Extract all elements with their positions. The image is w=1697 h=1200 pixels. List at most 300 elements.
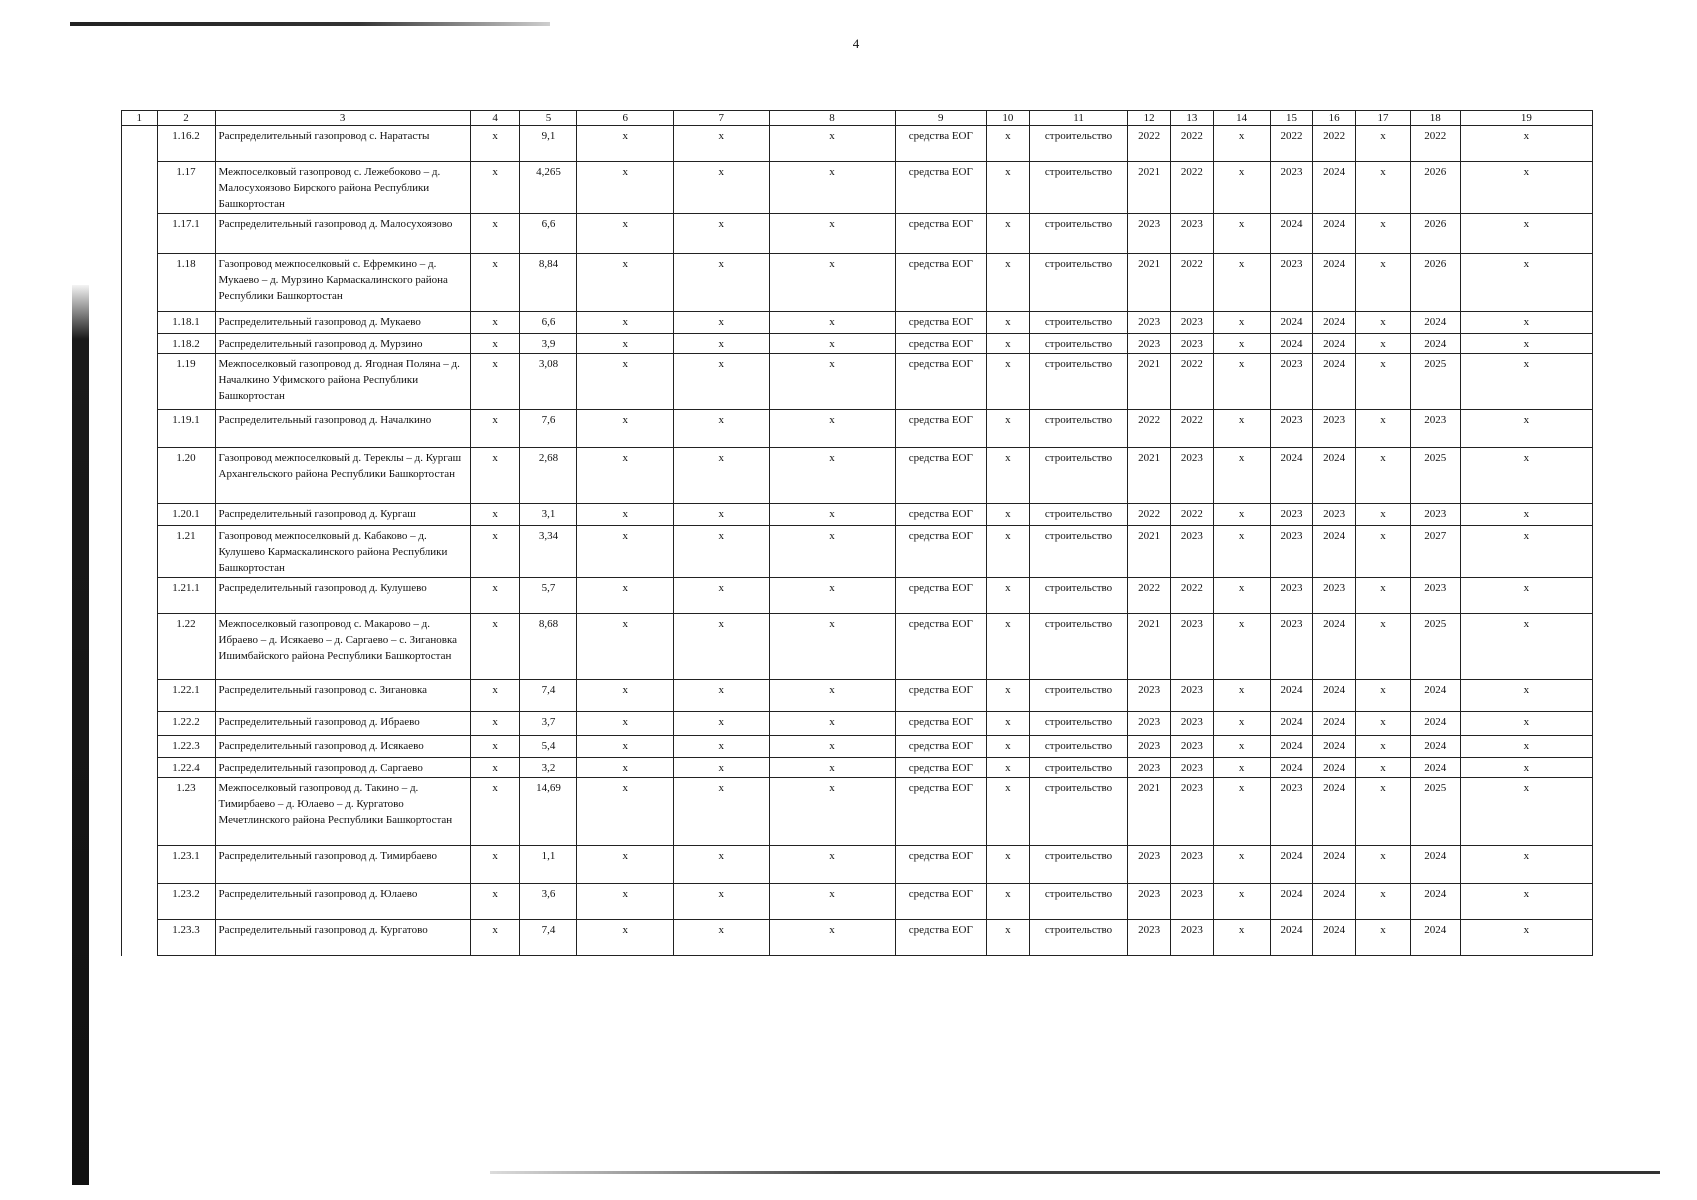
row-edge-cell: [122, 354, 158, 410]
work-type: строительство: [1029, 448, 1128, 504]
row-number: 1.16.2: [157, 126, 215, 162]
col12-year: 2022: [1128, 410, 1171, 448]
row-number: 1.17: [157, 162, 215, 214]
col12-year: 2023: [1128, 334, 1171, 354]
col6-value: x: [577, 778, 674, 846]
object-name: Распределительный газопровод д. Мурзино: [215, 334, 470, 354]
object-name: Распределительный газопровод д. Исякаево: [215, 736, 470, 758]
funding-source: средства ЕОГ: [895, 162, 986, 214]
col8-value: x: [769, 504, 895, 526]
col15-year: 2023: [1270, 578, 1313, 614]
col7-value: x: [673, 526, 769, 578]
col10-value: x: [987, 778, 1030, 846]
col4-value: x: [470, 758, 520, 778]
object-name: Распределительный газопровод д. Мукаево: [215, 312, 470, 334]
col13-year: 2022: [1171, 410, 1214, 448]
object-name: Межпоселковый газопровод с. Макарово – д. Ибраево – д. Исякаево – д. Саргаево – с. Зигановка Ишимбайского района Республики Башкортостан: [215, 614, 470, 680]
table-row: [122, 920, 1593, 956]
col10-value: x: [987, 614, 1030, 680]
col19-value: x: [1460, 126, 1592, 162]
col6-value: x: [577, 846, 674, 884]
row-number: 1.17.1: [157, 214, 215, 254]
header-row: [122, 111, 1593, 126]
work-type: строительство: [1029, 778, 1128, 846]
funding-source: средства ЕОГ: [895, 354, 986, 410]
col8-value: x: [769, 680, 895, 712]
col8-value: x: [769, 736, 895, 758]
col18-year: 2025: [1410, 614, 1460, 680]
work-type: строительство: [1029, 214, 1128, 254]
col17-value: x: [1356, 448, 1411, 504]
col19-value: x: [1460, 526, 1592, 578]
col4-value: x: [470, 578, 520, 614]
length-km: 3,08: [520, 354, 577, 410]
col6-value: x: [577, 254, 674, 312]
col6-value: x: [577, 312, 674, 334]
work-type: строительство: [1029, 126, 1128, 162]
col14-value: x: [1213, 214, 1270, 254]
col13-year: 2022: [1171, 578, 1214, 614]
col18-year: 2024: [1410, 712, 1460, 736]
length-km: 7,4: [520, 680, 577, 712]
row-edge-cell: [122, 736, 158, 758]
col4-value: x: [470, 778, 520, 846]
length-km: 8,84: [520, 254, 577, 312]
col16-year: 2024: [1313, 162, 1356, 214]
col18-year: 2024: [1410, 334, 1460, 354]
col19-value: x: [1460, 162, 1592, 214]
funding-source: средства ЕОГ: [895, 312, 986, 334]
col19-value: x: [1460, 254, 1592, 312]
col14-value: x: [1213, 920, 1270, 956]
col15-year: 2023: [1270, 526, 1313, 578]
funding-source: средства ЕОГ: [895, 758, 986, 778]
work-type: строительство: [1029, 312, 1128, 334]
table-row: [122, 736, 1593, 758]
object-name: Распределительный газопровод д. Кургаш: [215, 504, 470, 526]
col7-value: x: [673, 712, 769, 736]
col15-year: 2024: [1270, 214, 1313, 254]
row-number: 1.19.1: [157, 410, 215, 448]
funding-source: средства ЕОГ: [895, 254, 986, 312]
col10-value: x: [987, 126, 1030, 162]
col17-value: x: [1356, 846, 1411, 884]
col16-year: 2024: [1313, 736, 1356, 758]
col12-year: 2023: [1128, 214, 1171, 254]
work-type: строительство: [1029, 410, 1128, 448]
funding-source: средства ЕОГ: [895, 526, 986, 578]
col13-year: 2023: [1171, 312, 1214, 334]
col12-year: 2021: [1128, 448, 1171, 504]
col17-value: x: [1356, 410, 1411, 448]
col17-value: x: [1356, 162, 1411, 214]
object-name: Межпоселковый газопровод с. Лежебоково – д. Малосухоязово Бирского района Республики Башкортостан: [215, 162, 470, 214]
col6-value: x: [577, 334, 674, 354]
funding-source: средства ЕОГ: [895, 778, 986, 846]
col7-value: x: [673, 312, 769, 334]
col12-year: 2022: [1128, 126, 1171, 162]
row-edge-cell: [122, 680, 158, 712]
col8-value: x: [769, 254, 895, 312]
length-km: 3,6: [520, 884, 577, 920]
col-header-12: 12: [1128, 111, 1171, 126]
row-edge-cell: [122, 526, 158, 578]
col12-year: 2023: [1128, 312, 1171, 334]
table-row: [122, 884, 1593, 920]
length-km: 4,265: [520, 162, 577, 214]
col-header-9: 9: [895, 111, 986, 126]
col18-year: 2025: [1410, 778, 1460, 846]
col6-value: x: [577, 354, 674, 410]
col14-value: x: [1213, 448, 1270, 504]
object-name: Газопровод межпоселковый д. Тереклы – д. Кургаш Архангельского района Республики Башкортостан: [215, 448, 470, 504]
col16-year: 2024: [1313, 448, 1356, 504]
col8-value: x: [769, 448, 895, 504]
table-row: [122, 410, 1593, 448]
col8-value: x: [769, 162, 895, 214]
col18-year: 2026: [1410, 162, 1460, 214]
table-row: [122, 214, 1593, 254]
col18-year: 2024: [1410, 846, 1460, 884]
funding-source: средства ЕОГ: [895, 504, 986, 526]
col18-year: 2027: [1410, 526, 1460, 578]
col6-value: x: [577, 614, 674, 680]
col15-year: 2023: [1270, 410, 1313, 448]
table-row: [122, 448, 1593, 504]
length-km: 3,7: [520, 712, 577, 736]
col4-value: x: [470, 410, 520, 448]
col10-value: x: [987, 448, 1030, 504]
row-edge-cell: [122, 448, 158, 504]
col15-year: 2023: [1270, 614, 1313, 680]
funding-source: средства ЕОГ: [895, 126, 986, 162]
row-number: 1.21: [157, 526, 215, 578]
col14-value: x: [1213, 712, 1270, 736]
table-row: [122, 162, 1593, 214]
col14-value: x: [1213, 614, 1270, 680]
col12-year: 2023: [1128, 758, 1171, 778]
table-row: [122, 712, 1593, 736]
col14-value: x: [1213, 312, 1270, 334]
col18-year: 2023: [1410, 578, 1460, 614]
col8-value: x: [769, 846, 895, 884]
col4-value: x: [470, 614, 520, 680]
col16-year: 2023: [1313, 410, 1356, 448]
object-name: Распределительный газопровод д. Началкино: [215, 410, 470, 448]
col19-value: x: [1460, 578, 1592, 614]
work-type: строительство: [1029, 614, 1128, 680]
row-edge-cell: [122, 778, 158, 846]
col-header-8: 8: [769, 111, 895, 126]
scan-edge-left: [72, 285, 89, 1185]
col10-value: x: [987, 410, 1030, 448]
work-type: строительство: [1029, 334, 1128, 354]
col17-value: x: [1356, 254, 1411, 312]
row-edge-cell: [122, 846, 158, 884]
col4-value: x: [470, 254, 520, 312]
col-header-6: 6: [577, 111, 674, 126]
col15-year: 2024: [1270, 312, 1313, 334]
col16-year: 2024: [1313, 758, 1356, 778]
col18-year: 2024: [1410, 680, 1460, 712]
row-number: 1.21.1: [157, 578, 215, 614]
table-row: [122, 312, 1593, 334]
col14-value: x: [1213, 680, 1270, 712]
col7-value: x: [673, 126, 769, 162]
col14-value: x: [1213, 736, 1270, 758]
col12-year: 2021: [1128, 162, 1171, 214]
funding-source: средства ЕОГ: [895, 578, 986, 614]
row-edge-cell: [122, 578, 158, 614]
col18-year: 2025: [1410, 354, 1460, 410]
col7-value: x: [673, 334, 769, 354]
col6-value: x: [577, 214, 674, 254]
col17-value: x: [1356, 614, 1411, 680]
col19-value: x: [1460, 920, 1592, 956]
row-edge-cell: [122, 920, 158, 956]
col13-year: 2023: [1171, 758, 1214, 778]
col16-year: 2024: [1313, 614, 1356, 680]
col16-year: 2024: [1313, 526, 1356, 578]
work-type: строительство: [1029, 578, 1128, 614]
col6-value: x: [577, 410, 674, 448]
col6-value: x: [577, 920, 674, 956]
col4-value: x: [470, 920, 520, 956]
col19-value: x: [1460, 410, 1592, 448]
col13-year: 2023: [1171, 448, 1214, 504]
col19-value: x: [1460, 680, 1592, 712]
col7-value: x: [673, 614, 769, 680]
col14-value: x: [1213, 254, 1270, 312]
row-edge-cell: [122, 410, 158, 448]
row-edge-cell: [122, 126, 158, 162]
table-body: [122, 126, 1593, 956]
funding-source: средства ЕОГ: [895, 920, 986, 956]
col16-year: 2024: [1313, 846, 1356, 884]
object-name: Газопровод межпоселковый с. Ефремкино – д. Мукаево – д. Мурзино Кармаскалинского района Республики Башкортостан: [215, 254, 470, 312]
col15-year: 2024: [1270, 846, 1313, 884]
col7-value: x: [673, 254, 769, 312]
col18-year: 2023: [1410, 504, 1460, 526]
funding-source: средства ЕОГ: [895, 680, 986, 712]
row-number: 1.22.4: [157, 758, 215, 778]
col15-year: 2023: [1270, 254, 1313, 312]
col13-year: 2023: [1171, 680, 1214, 712]
col13-year: 2022: [1171, 254, 1214, 312]
col8-value: x: [769, 614, 895, 680]
col16-year: 2023: [1313, 578, 1356, 614]
col15-year: 2024: [1270, 758, 1313, 778]
table-header: [122, 111, 1593, 126]
col6-value: x: [577, 712, 674, 736]
col-header-11: 11: [1029, 111, 1128, 126]
work-type: строительство: [1029, 526, 1128, 578]
col13-year: 2023: [1171, 778, 1214, 846]
object-name: Распределительный газопровод д. Тимирбаево: [215, 846, 470, 884]
col8-value: x: [769, 884, 895, 920]
col15-year: 2024: [1270, 680, 1313, 712]
col-header-19: 19: [1460, 111, 1592, 126]
col10-value: x: [987, 846, 1030, 884]
length-km: 6,6: [520, 312, 577, 334]
col15-year: 2024: [1270, 712, 1313, 736]
col19-value: x: [1460, 614, 1592, 680]
object-name: Межпоселковый газопровод д. Такино – д. Тимирбаево – д. Юлаево – д. Кургатово Мечетлинского района Республики Башкортостан: [215, 778, 470, 846]
work-type: строительство: [1029, 712, 1128, 736]
length-km: 8,68: [520, 614, 577, 680]
col4-value: x: [470, 448, 520, 504]
col19-value: x: [1460, 884, 1592, 920]
table-row: [122, 846, 1593, 884]
col-header-15: 15: [1270, 111, 1313, 126]
col14-value: x: [1213, 162, 1270, 214]
col15-year: 2023: [1270, 504, 1313, 526]
col16-year: 2024: [1313, 214, 1356, 254]
object-name: Межпоселковый газопровод д. Ягодная Поляна – д. Началкино Уфимского района Республики Башкортостан: [215, 354, 470, 410]
col17-value: x: [1356, 126, 1411, 162]
col4-value: x: [470, 736, 520, 758]
col10-value: x: [987, 712, 1030, 736]
col4-value: x: [470, 312, 520, 334]
col10-value: x: [987, 312, 1030, 334]
col6-value: x: [577, 736, 674, 758]
col8-value: x: [769, 354, 895, 410]
row-number: 1.18.2: [157, 334, 215, 354]
object-name: Газопровод межпоселковый д. Кабаково – д. Кулушево Кармаскалинского района Республики Башкортостан: [215, 526, 470, 578]
col13-year: 2022: [1171, 504, 1214, 526]
col15-year: 2024: [1270, 884, 1313, 920]
col16-year: 2024: [1313, 920, 1356, 956]
col-header-2: 2: [157, 111, 215, 126]
col13-year: 2023: [1171, 334, 1214, 354]
col4-value: x: [470, 504, 520, 526]
page-number: 4: [852, 36, 860, 51]
col8-value: x: [769, 920, 895, 956]
col12-year: 2023: [1128, 884, 1171, 920]
row-number: 1.23.3: [157, 920, 215, 956]
col15-year: 2024: [1270, 736, 1313, 758]
work-type: строительство: [1029, 736, 1128, 758]
col13-year: 2022: [1171, 354, 1214, 410]
table-row: [122, 504, 1593, 526]
col12-year: 2021: [1128, 354, 1171, 410]
funding-source: средства ЕОГ: [895, 410, 986, 448]
work-type: строительство: [1029, 162, 1128, 214]
col14-value: x: [1213, 526, 1270, 578]
col16-year: 2024: [1313, 712, 1356, 736]
row-edge-cell: [122, 712, 158, 736]
row-edge-cell: [122, 758, 158, 778]
scan-edge-bottom: [490, 1171, 1660, 1174]
col18-year: 2023: [1410, 410, 1460, 448]
col18-year: 2024: [1410, 884, 1460, 920]
work-type: строительство: [1029, 354, 1128, 410]
object-name: Распределительный газопровод с. Зигановка: [215, 680, 470, 712]
funding-source: средства ЕОГ: [895, 736, 986, 758]
col16-year: 2022: [1313, 126, 1356, 162]
object-name: Распределительный газопровод д. Саргаево: [215, 758, 470, 778]
col7-value: x: [673, 758, 769, 778]
col18-year: 2026: [1410, 254, 1460, 312]
col4-value: x: [470, 846, 520, 884]
row-edge-cell: [122, 504, 158, 526]
col17-value: x: [1356, 712, 1411, 736]
funding-source: средства ЕОГ: [895, 214, 986, 254]
work-type: строительство: [1029, 846, 1128, 884]
col18-year: 2024: [1410, 312, 1460, 334]
col10-value: x: [987, 920, 1030, 956]
col7-value: x: [673, 680, 769, 712]
row-number: 1.23.1: [157, 846, 215, 884]
row-number: 1.23: [157, 778, 215, 846]
work-type: строительство: [1029, 758, 1128, 778]
col12-year: 2022: [1128, 578, 1171, 614]
col19-value: x: [1460, 312, 1592, 334]
funding-source: средства ЕОГ: [895, 614, 986, 680]
col14-value: x: [1213, 778, 1270, 846]
work-type: строительство: [1029, 254, 1128, 312]
row-number: 1.22.3: [157, 736, 215, 758]
col19-value: x: [1460, 214, 1592, 254]
col10-value: x: [987, 162, 1030, 214]
table-row: [122, 680, 1593, 712]
gas-pipeline-table: [121, 110, 1593, 956]
col6-value: x: [577, 162, 674, 214]
col7-value: x: [673, 920, 769, 956]
object-name: Распределительный газопровод д. Юлаево: [215, 884, 470, 920]
col19-value: x: [1460, 758, 1592, 778]
col8-value: x: [769, 214, 895, 254]
table-row: [122, 578, 1593, 614]
row-number: 1.19: [157, 354, 215, 410]
col12-year: 2023: [1128, 736, 1171, 758]
col19-value: x: [1460, 448, 1592, 504]
col8-value: x: [769, 778, 895, 846]
col10-value: x: [987, 504, 1030, 526]
col-header-5: 5: [520, 111, 577, 126]
col15-year: 2024: [1270, 920, 1313, 956]
col13-year: 2022: [1171, 162, 1214, 214]
length-km: 5,4: [520, 736, 577, 758]
col4-value: x: [470, 884, 520, 920]
col-header-4: 4: [470, 111, 520, 126]
length-km: 7,6: [520, 410, 577, 448]
col16-year: 2024: [1313, 354, 1356, 410]
col7-value: x: [673, 884, 769, 920]
col14-value: x: [1213, 884, 1270, 920]
table-row: [122, 126, 1593, 162]
col4-value: x: [470, 162, 520, 214]
row-number: 1.18: [157, 254, 215, 312]
col14-value: x: [1213, 578, 1270, 614]
row-number: 1.22.1: [157, 680, 215, 712]
col15-year: 2023: [1270, 162, 1313, 214]
col-header-17: 17: [1356, 111, 1411, 126]
col13-year: 2023: [1171, 214, 1214, 254]
col14-value: x: [1213, 354, 1270, 410]
row-edge-cell: [122, 312, 158, 334]
col12-year: 2021: [1128, 254, 1171, 312]
col17-value: x: [1356, 920, 1411, 956]
object-name: Распределительный газопровод с. Наратасты: [215, 126, 470, 162]
col19-value: x: [1460, 504, 1592, 526]
col17-value: x: [1356, 736, 1411, 758]
col17-value: x: [1356, 578, 1411, 614]
col7-value: x: [673, 578, 769, 614]
row-edge-cell: [122, 334, 158, 354]
col4-value: x: [470, 680, 520, 712]
col8-value: x: [769, 758, 895, 778]
